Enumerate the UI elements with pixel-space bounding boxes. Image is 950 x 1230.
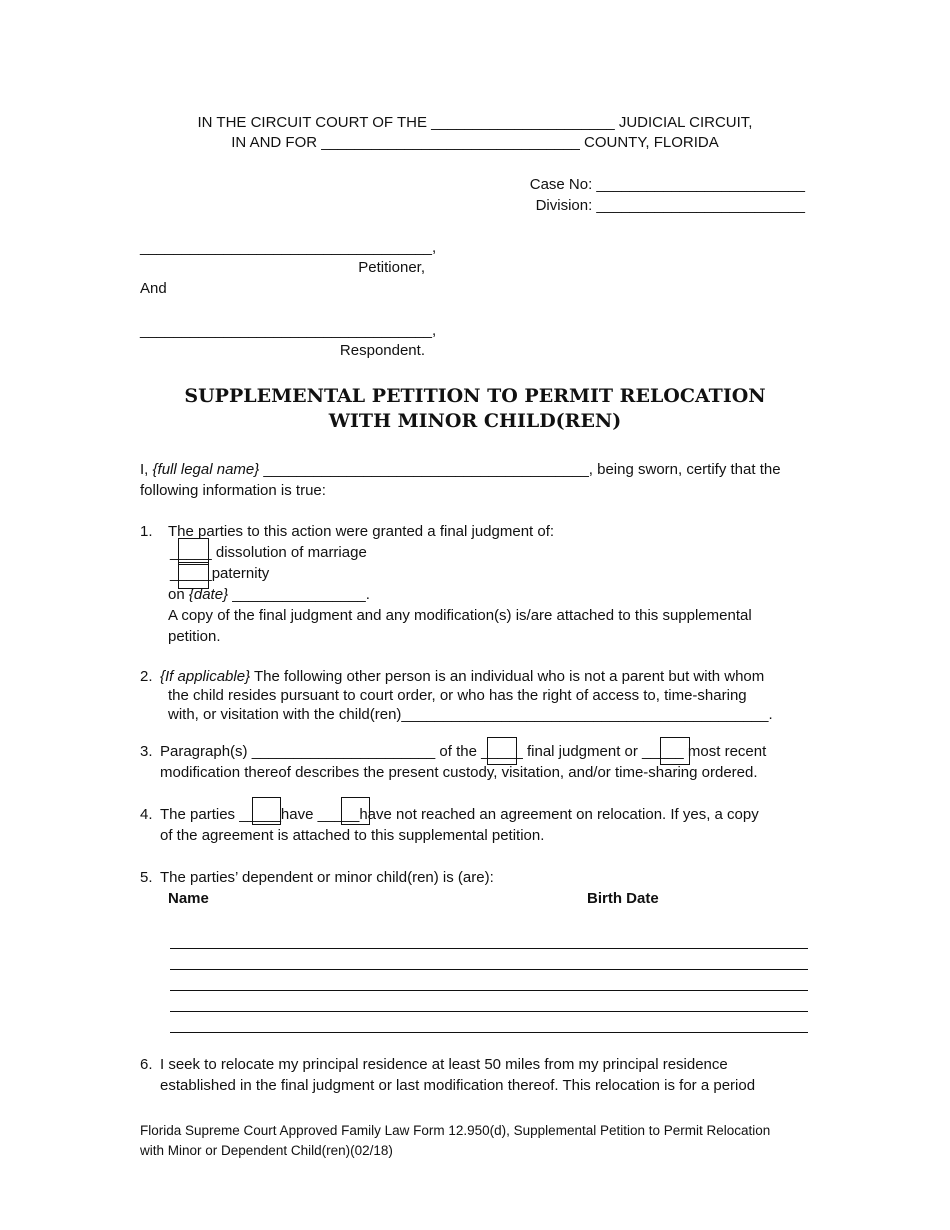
petitioner-name-blank: ___________________________________, bbox=[140, 239, 437, 256]
and-label: And bbox=[140, 280, 167, 297]
item-1-text: The parties to this action were granted a final judgment of: bbox=[168, 523, 555, 540]
item-6-line-2: established in the final judgment or last modification thereof. This relocation is for a period bbox=[160, 1077, 756, 1094]
children-name-header: Name bbox=[168, 890, 209, 907]
item-3-line-1: Paragraph(s) ______________________ of the _____ final judgment or _____ most recent bbox=[160, 743, 767, 760]
dissolution-checkbox[interactable] bbox=[178, 538, 209, 565]
child-entry-line[interactable] bbox=[170, 1011, 808, 1012]
full-legal-name-hint: {full legal name} bbox=[152, 461, 260, 478]
respondent-label: Respondent. bbox=[339, 342, 425, 359]
if-applicable-hint: {If applicable} bbox=[160, 668, 251, 685]
judgment-date-line: on {date} ________________. bbox=[168, 586, 370, 603]
footer-form-id-line-2: with Minor or Dependent Child(ren)(02/18) bbox=[140, 1143, 393, 1158]
item-2-number: 2. bbox=[140, 668, 153, 685]
item-4-line-1: The parties _____have _____have not reached an agreement on relocation. If yes, a copy bbox=[160, 806, 759, 823]
item-5-number: 5. bbox=[140, 869, 153, 886]
division-field: Division: _________________________ bbox=[535, 197, 805, 214]
item-1-copy-line-2: petition. bbox=[168, 628, 221, 645]
item-2-line-3: with, or visitation with the child(ren)____________________________________________. bbox=[168, 706, 773, 723]
case-number-field: Case No: _________________________ bbox=[529, 176, 805, 193]
respondent-name-blank: ___________________________________, bbox=[140, 322, 437, 339]
item-3-line-2: modification thereof describes the present custody, visitation, and/or time-sharing ordered. bbox=[160, 764, 758, 781]
intro-sworn-line: I, {full legal name} _______________________________________, being sworn, certify that the bbox=[140, 461, 781, 478]
item-6-number: 6. bbox=[140, 1056, 153, 1073]
child-entry-line[interactable] bbox=[170, 948, 808, 949]
child-entry-line[interactable] bbox=[170, 990, 808, 991]
option-paternity-label: _____paternity bbox=[170, 565, 270, 582]
item-4-number: 4. bbox=[140, 806, 153, 823]
form-title-line-1: SUPPLEMENTAL PETITION TO PERMIT RELOCATION bbox=[184, 385, 766, 407]
child-entry-line[interactable] bbox=[170, 1032, 808, 1033]
item-3-number: 3. bbox=[140, 743, 153, 760]
form-title-line-2: WITH MINOR CHILD(REN) bbox=[328, 410, 622, 432]
footer-form-id-line-1: Florida Supreme Court Approved Family Law Form 12.950(d), Supplemental Petition to Permit Relocation bbox=[140, 1123, 771, 1138]
item-5-text: The parties’ dependent or minor child(ren) is (are): bbox=[160, 869, 494, 886]
item-2-line-2: the child resides pursuant to court order, or who has the right of access to, time-sharing bbox=[168, 687, 747, 704]
item-6-line-1: I seek to relocate my principal residence at least 50 miles from my principal residence bbox=[160, 1056, 728, 1073]
court-line-1: IN THE CIRCUIT COURT OF THE ______________________ JUDICIAL CIRCUIT, bbox=[197, 114, 753, 131]
intro-line-2: following information is true: bbox=[140, 482, 326, 499]
date-hint: {date} bbox=[188, 586, 229, 603]
item-1-copy-line-1: A copy of the final judgment and any modification(s) is/are attached to this supplemental bbox=[168, 607, 752, 624]
item-1-number: 1. bbox=[140, 523, 153, 540]
children-birth-date-header: Birth Date bbox=[587, 890, 659, 907]
petitioner-label: Petitioner, bbox=[358, 259, 425, 276]
court-line-2: IN AND FOR _______________________________ COUNTY, FLORIDA bbox=[231, 134, 719, 151]
have-agreement-checkbox[interactable] bbox=[252, 797, 281, 825]
final-judgment-checkbox[interactable] bbox=[487, 737, 517, 765]
most-recent-modification-checkbox[interactable] bbox=[660, 737, 690, 765]
option-dissolution-label: _____ dissolution of marriage bbox=[170, 544, 367, 561]
item-4-line-2: of the agreement is attached to this supplemental petition. bbox=[160, 827, 545, 844]
child-entry-line[interactable] bbox=[170, 969, 808, 970]
have-not-agreement-checkbox[interactable] bbox=[341, 797, 370, 825]
item-2-line-1: {If applicable} The following other person is an individual who is not a parent but with whom bbox=[160, 668, 765, 685]
